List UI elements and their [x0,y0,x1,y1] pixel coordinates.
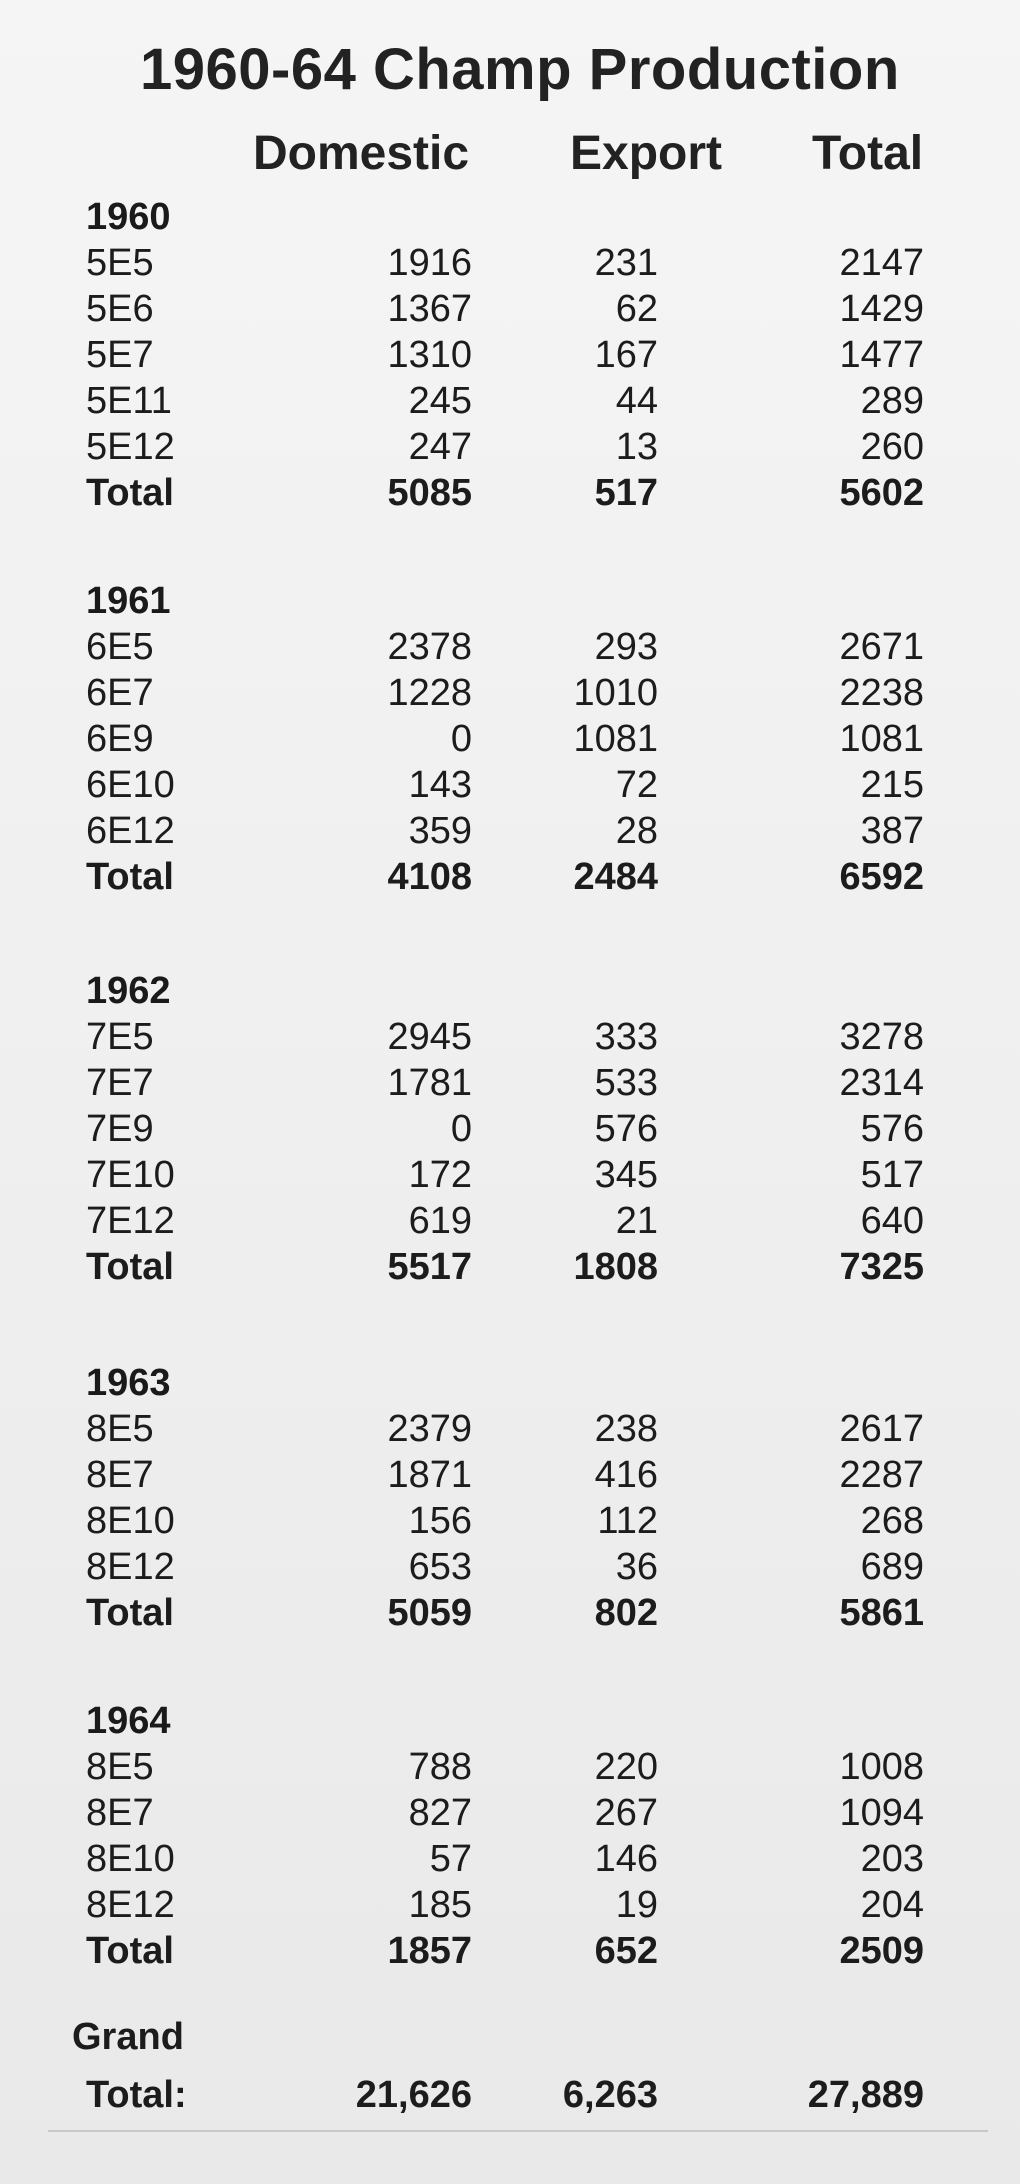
table-row [0,288,1020,334]
column-header-total: Total [812,127,924,180]
domestic-value: 5059 [387,1592,472,1634]
page-title: 1960-64 Champ Production [140,37,900,102]
table-row [0,1792,1020,1838]
grand-total-domestic: 21,626 [355,2074,472,2116]
total-value: 2287 [839,1454,924,1496]
row-label: 7E7 [86,1062,154,1104]
row-label: 5E5 [86,242,154,284]
total-value: 2617 [839,1408,924,1450]
column-header-export: Export [570,127,723,180]
export-value: 652 [594,1930,658,1972]
export-value: 267 [594,1792,658,1834]
total-value: 1008 [839,1746,924,1788]
row-label: 5E11 [86,380,172,422]
domestic-value: 788 [408,1746,472,1788]
export-value: 416 [594,1454,658,1496]
total-value: 204 [860,1884,924,1926]
total-value: 5861 [839,1592,924,1634]
table-row [0,1884,1020,1930]
domestic-value: 653 [408,1546,472,1588]
table-row [0,1408,1020,1454]
table-row [0,1838,1020,1884]
domestic-value: 2378 [387,626,472,668]
total-value: 3278 [839,1016,924,1058]
bottom-divider [48,2130,988,2132]
total-value: 5602 [839,472,924,514]
domestic-value: 5085 [387,472,472,514]
total-row [0,1930,1020,1976]
row-label: 8E5 [86,1746,154,1788]
domestic-value: 827 [408,1792,472,1834]
column-header-domestic: Domestic [253,127,470,180]
total-value: 2509 [839,1930,924,1972]
domestic-value: 1367 [387,288,472,330]
year-heading: 1960 [86,196,171,238]
table-row [0,672,1020,718]
domestic-value: 57 [429,1838,472,1880]
total-row [0,1246,1020,1292]
domestic-value: 0 [450,1108,472,1150]
domestic-value: 1916 [387,242,472,284]
domestic-value: 185 [408,1884,472,1926]
export-value: 13 [615,426,658,468]
table-row [0,380,1020,426]
row-label: 6E12 [86,810,175,852]
export-value: 112 [597,1500,658,1542]
export-value: 36 [615,1546,658,1588]
table-row [0,764,1020,810]
export-value: 146 [594,1838,658,1880]
table-row [0,426,1020,472]
table-row [0,718,1020,764]
export-value: 576 [594,1108,658,1150]
total-value: 1429 [839,288,924,330]
table-row [0,1062,1020,1108]
row-label: 8E7 [86,1454,154,1496]
total-row [0,472,1020,518]
table-row [0,1454,1020,1500]
table-row [0,1546,1020,1592]
export-value: 1081 [573,718,658,760]
domestic-value: 1781 [387,1062,472,1104]
export-value: 62 [615,288,658,330]
row-label: Total [86,1246,174,1288]
export-value: 72 [615,764,658,806]
row-label: 5E7 [86,334,154,376]
table-row [0,334,1020,380]
total-row [0,1592,1020,1638]
total-value: 6592 [839,856,924,898]
domestic-value: 1857 [387,1930,472,1972]
year-heading: 1961 [86,580,171,622]
export-value: 220 [594,1746,658,1788]
total-value: 2147 [839,242,924,284]
row-label: Total [86,1592,174,1634]
table-row [0,626,1020,672]
export-value: 333 [594,1016,658,1058]
domestic-value: 359 [408,810,472,852]
table-row [0,242,1020,288]
year-heading: 1964 [86,1700,171,1742]
export-value: 1010 [573,672,658,714]
domestic-value: 2945 [387,1016,472,1058]
table-row [0,1200,1020,1246]
domestic-value: 247 [408,426,472,468]
table-row [0,1154,1020,1200]
table-row [0,1500,1020,1546]
row-label: 8E5 [86,1408,154,1450]
year-heading: 1962 [86,970,171,1012]
year-heading: 1963 [86,1362,171,1404]
total-value: 268 [860,1500,924,1542]
total-value: 7325 [839,1246,924,1288]
total-value: 289 [860,380,924,422]
grand-total-total: 27,889 [807,2074,924,2116]
domestic-value: 1871 [387,1454,472,1496]
domestic-value: 5517 [387,1246,472,1288]
row-label: Total [86,472,174,514]
domestic-value: 0 [450,718,472,760]
total-value: 1094 [839,1792,924,1834]
row-label: 8E10 [86,1500,175,1542]
row-label: 6E9 [86,718,154,760]
grand-total-label: Grand [72,2016,184,2058]
row-label: 7E9 [86,1108,154,1150]
domestic-value: 172 [408,1154,472,1196]
export-value: 167 [594,334,658,376]
row-label: 7E5 [86,1016,154,1058]
export-value: 2484 [573,856,658,898]
export-value: 21 [615,1200,658,1242]
row-label: Total [86,856,174,898]
export-value: 802 [594,1592,658,1634]
row-label: 7E12 [86,1200,175,1242]
total-value: 689 [860,1546,924,1588]
row-label: 6E7 [86,672,154,714]
domestic-value: 1228 [387,672,472,714]
total-value: 1081 [839,718,924,760]
total-value: 2314 [839,1062,924,1104]
total-value: 517 [860,1154,924,1196]
export-value: 231 [594,242,658,284]
export-value: 28 [615,810,658,852]
export-value: 19 [615,1884,658,1926]
row-label: 6E10 [86,764,175,806]
domestic-value: 1310 [387,334,472,376]
total-value: 640 [860,1200,924,1242]
row-label: 8E10 [86,1838,175,1880]
export-value: 44 [615,380,658,422]
row-label: 5E6 [86,288,154,330]
domestic-value: 619 [408,1200,472,1242]
export-value: 293 [594,626,658,668]
total-value: 2671 [839,626,924,668]
row-label: 8E12 [86,1546,175,1588]
total-value: 215 [860,764,924,806]
row-label: 5E12 [86,426,175,468]
table-row [0,1746,1020,1792]
row-label: 6E5 [86,626,154,668]
row-label: 8E7 [86,1792,154,1834]
grand-total-export: 6,263 [562,2074,658,2116]
total-value: 2238 [839,672,924,714]
total-row [0,856,1020,902]
export-value: 1808 [573,1246,658,1288]
row-label: 7E10 [86,1154,175,1196]
row-label: 8E12 [86,1884,175,1926]
total-value: 387 [860,810,924,852]
table-row [0,1016,1020,1062]
export-value: 238 [594,1408,658,1450]
row-label: Total [86,1930,174,1972]
total-value: 1477 [839,334,924,376]
domestic-value: 245 [408,380,472,422]
total-value: 203 [860,1838,924,1880]
export-value: 517 [594,472,658,514]
domestic-value: 4108 [387,856,472,898]
grand-total-label-line2: Total: [86,2074,187,2116]
table-row [0,1108,1020,1154]
total-value: 576 [860,1108,924,1150]
export-value: 345 [594,1154,658,1196]
table-row [0,810,1020,856]
domestic-value: 156 [408,1500,472,1542]
export-value: 533 [594,1062,658,1104]
domestic-value: 143 [408,764,472,806]
domestic-value: 2379 [387,1408,472,1450]
total-value: 260 [860,426,924,468]
